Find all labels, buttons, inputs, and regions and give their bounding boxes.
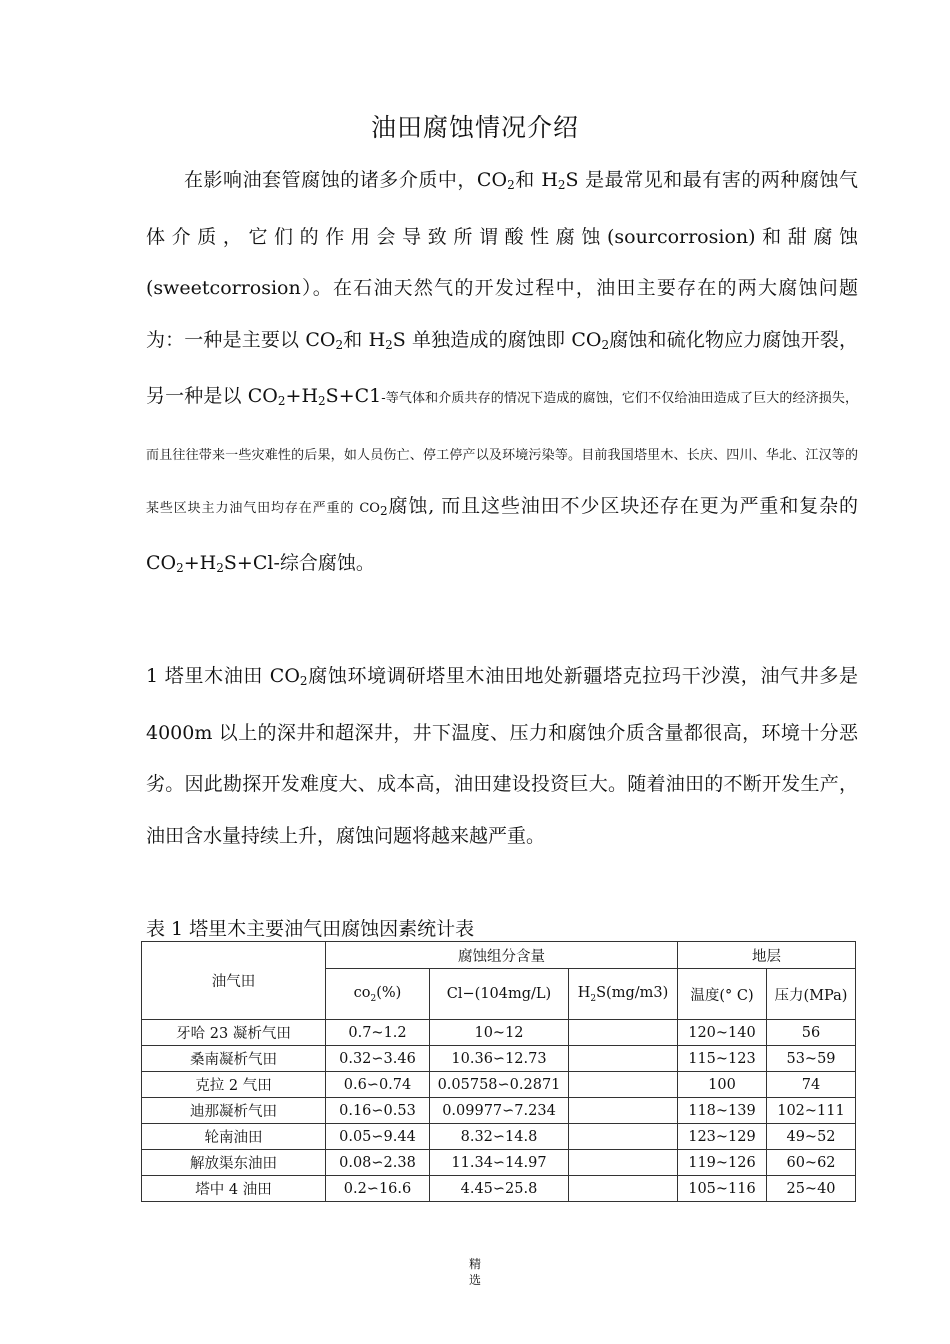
footer-text: 精 [468,1257,481,1271]
table-caption: 表 1 塔里木主要油气田腐蚀因素统计表 [146,918,475,940]
intro-paragraph [146,155,858,594]
table-cell-name: 轮南油田 [142,1124,326,1150]
text-run: S 单独造成的腐蚀即 CO [392,328,602,351]
table-cell-name: 解放渠东油田 [142,1150,326,1176]
table-cell-cl: 4.45∽25.8 [430,1176,569,1202]
text-run: 腐蚀, 而且这些油田不少区块还存在更为严重和复杂的 CO [146,495,858,574]
subscript: 2 [318,394,326,408]
corrosion-factor-table [141,941,856,1202]
table-cell-h2s [569,1176,678,1202]
section-paragraph [146,651,858,862]
table-cell-co2: 0.6∽0.74 [326,1072,430,1098]
table-cell-press: 49~52 [767,1124,856,1150]
table-cell-co2: 0.05∽9.44 [326,1124,430,1150]
table-cell-h2s [569,1072,678,1098]
table-cell-press: 74 [767,1072,856,1098]
subscript: 2 [601,337,610,352]
subscript: 2 [385,337,393,352]
table-cell-press: 60~62 [767,1150,856,1176]
table-row [142,1150,856,1176]
table-row [142,1124,856,1150]
table-cell-press: 102~111 [767,1098,856,1124]
header-stratum-group: 地层 [678,942,856,969]
page-footer [0,1256,950,1288]
table-cell-name: 桑南凝析气田 [142,1046,326,1072]
table-cell-cl: 11.34∽14.97 [430,1150,569,1176]
header-h2s: $H_2S(mg/m3)$ [569,969,678,1020]
table-cell-co2: 0.2∽16.6 [326,1176,430,1202]
table-cell-temp: 105~116 [678,1176,767,1202]
header-field: 油气田 [142,942,326,1020]
subscript: 2 [216,560,224,575]
table-cell-press: 56 [767,1020,856,1046]
text-run: -综合腐蚀。 [273,551,375,574]
table-cell-temp: 120~140 [678,1020,767,1046]
table-header-row [142,942,856,969]
table-row [142,1072,856,1098]
footer-text: 选 [468,1273,481,1287]
subscript: 2 [335,337,344,352]
table-cell-h2s [569,1150,678,1176]
table-cell-h2s [569,1124,678,1150]
subscript: 2 [557,178,566,192]
text-run: -等气体和介质共存的情况下造成的腐蚀，它们不仅给油田造成了巨大的经济损失，而且往往带来一些灾难性的后果，如人员伤亡、停工停产以及环境污染等。目前我国塔里木、长庆、四川、华北、江汉等的某些区块主力油气田均存在严重的 CO [146,391,858,516]
table-cell-press: 53~59 [767,1046,856,1072]
text-run: S 是最常见和最有害的两种腐蚀气体介质，它们的作用会导致所谓酸性腐蚀(sourcorrosion)和甜腐蚀(sweetcorrosion）。在石油天然气的开发过程中，油田主要存在的两大腐蚀问题为：一种是主要以 CO [146,169,859,351]
text-run: 1 塔里木油田 CO [146,665,300,687]
table-cell-h2s [569,1098,678,1124]
table-cell-temp: 119~126 [678,1150,767,1176]
subscript: 2 [507,178,515,192]
table-row [142,1046,856,1072]
text-run: S+C1 [325,385,382,407]
table-cell-cl: 0.05758∽0.2871 [430,1072,569,1098]
subscript: 2 [299,674,308,688]
table-cell-co2: 0.08∽2.38 [326,1150,430,1176]
text-run: 和 H [514,169,558,191]
table-cell-name: 塔中 4 油田 [142,1176,326,1202]
table-cell-h2s [569,1046,678,1072]
table-cell-cl: 0.09977∽7.234 [430,1098,569,1124]
table-row [142,1098,856,1124]
table-body [142,1020,856,1202]
header-pressure: 压力(MPa) [767,969,856,1020]
table-cell-co2: 0.32∽3.46 [326,1046,430,1072]
table-cell-temp: 123~129 [678,1124,767,1150]
table-cell-temp: 118~139 [678,1098,767,1124]
table-cell-cl: 10.36∽12.73 [430,1046,569,1072]
text-run: 腐蚀和硫化物应力腐蚀开裂，另一种是以 CO [146,328,858,407]
table-cell-name: 迪那凝析气田 [142,1098,326,1124]
header-cl: Cl−(104mg/L) [430,969,569,1020]
header-temperature: 温度(° C) [678,969,767,1020]
table-cell-cl: 10~12 [430,1020,569,1046]
table-cell-temp: 115~123 [678,1046,767,1072]
table-cell-name: 克拉 2 气田 [142,1072,326,1098]
table-cell-temp: 100 [678,1072,767,1098]
table-cell-co2: 0.16∽0.53 [326,1098,430,1124]
text-run: +H [285,385,319,407]
table-cell-name: 牙哈 23 凝析气田 [142,1020,326,1046]
text-run: +H [183,551,217,574]
text-run: S+Cl [223,551,274,574]
subscript: 2 [277,394,286,408]
table-row [142,1020,856,1046]
header-co2: $co_2(\%)$ [326,969,430,1020]
header-corrosion-group: 腐蚀组分含量 [326,942,678,969]
table-cell-co2: 0.7~1.2 [326,1020,430,1046]
table-cell-press: 25~40 [767,1176,856,1202]
text-run: 在影响油套管腐蚀的诸多介质中，CO [184,169,508,191]
table-cell-h2s [569,1020,678,1046]
page-title: 油田腐蚀情况介绍 [370,113,579,142]
table-cell-cl: 8.32∽14.8 [430,1124,569,1150]
subscript: 2 [176,560,184,575]
text-run: 腐蚀环境调研塔里木油田地处新疆塔克拉玛干沙漠，油气井多是 4000m 以上的深井和超深井，井下温度、压力和腐蚀介质含量都很高，环境十分恶劣。因此勘探开发难度大、成本高，油田建设投资巨大。随着油田的不断开发生产，油田含水量持续上升，腐蚀问题将越来越严重。 [146,665,858,847]
table-row [142,1176,856,1202]
text-run: 和 H [343,328,386,351]
subscript: 2 [379,504,388,518]
